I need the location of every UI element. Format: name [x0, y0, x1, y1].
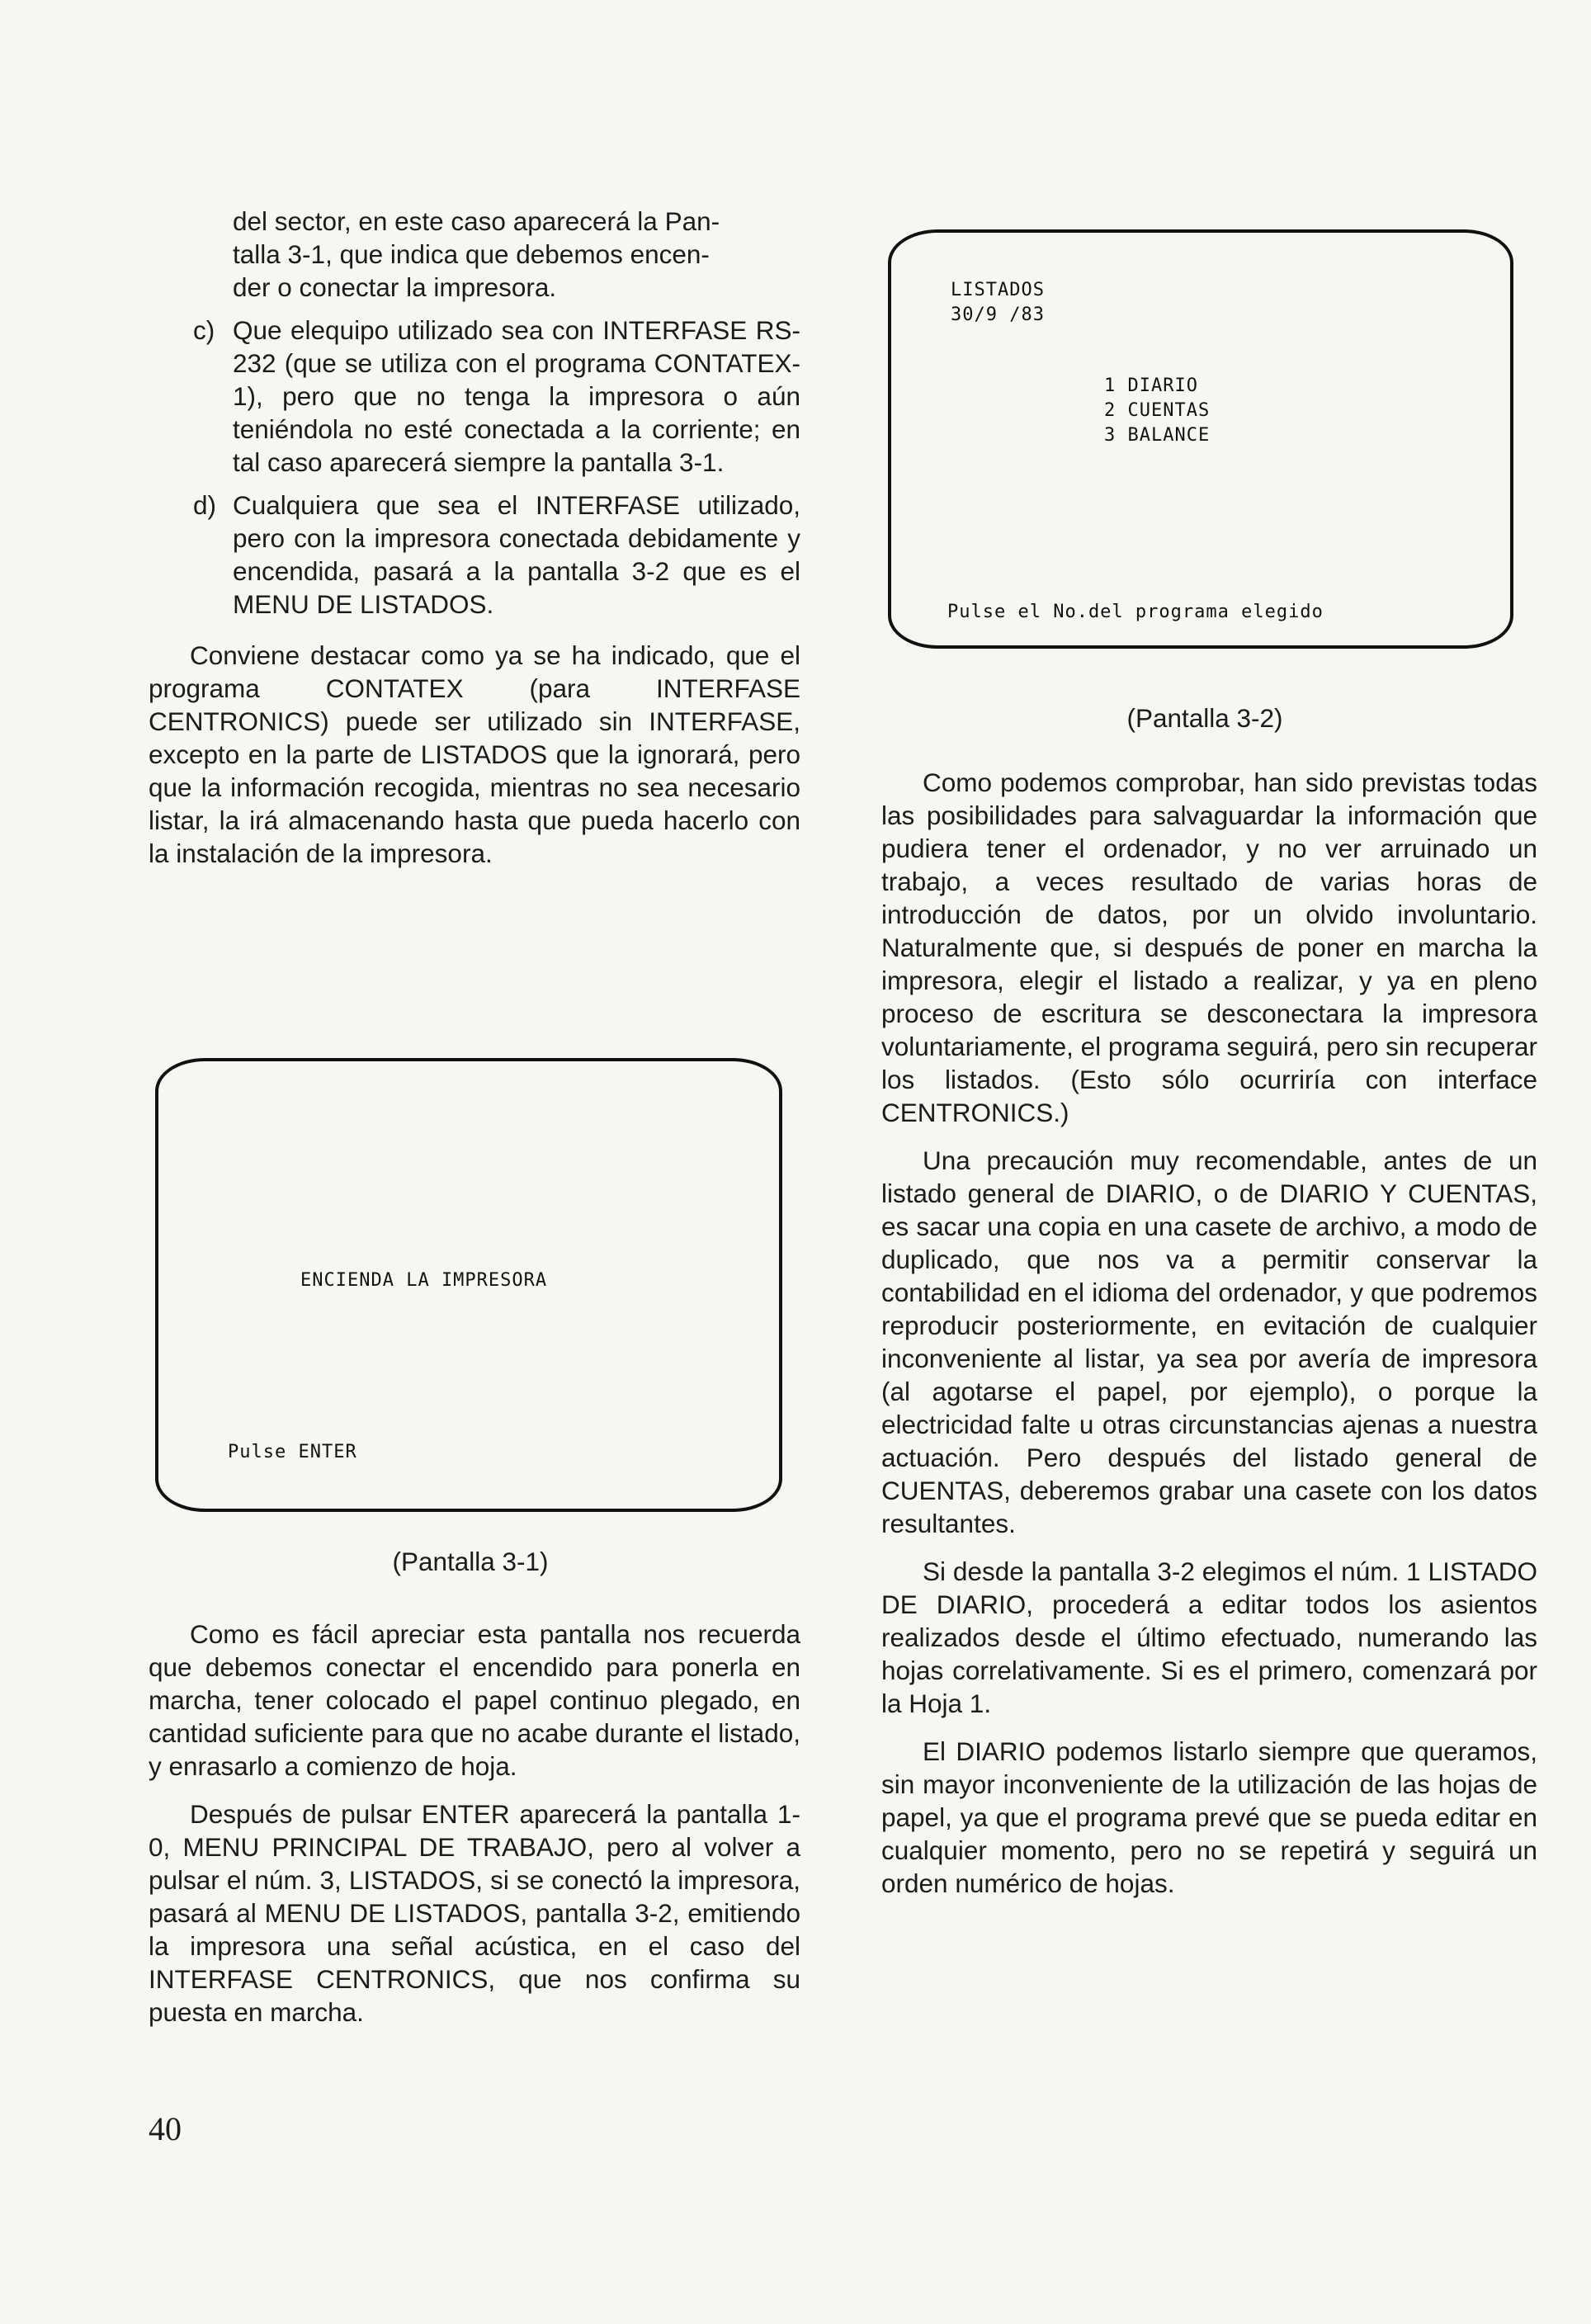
list-item-c	[149, 314, 800, 479]
paragraph: Después de pulsar ENTER aparecerá la pantalla 1-0, MENU PRINCIPAL DE TRABAJO, pero al volver a pulsar el núm. 3, LISTADOS, si se conectó la impresora, pasará al MENU DE LISTADOS, pantalla 3-2, emitiendo la impresora una señal acústica, en el caso del INTERFASE CENTRONICS, que nos confirma su puesta en marcha.	[149, 1799, 800, 2027]
intro-line: del sector, en este caso aparecerá la Pan-	[233, 206, 720, 236]
paragraph: El DIARIO podemos listarlo siempre que queramos, sin mayor inconveniente de la utilización de las hojas de papel, ya que el programa prevé que se pueda editar en cualquier momento, pero no se repetirá y seguirá un orden numérico de hojas.	[881, 1736, 1537, 1898]
list-item-d	[149, 489, 800, 621]
paragraph: Conviene destacar como ya se ha indicado, que el programa CONTATEX (para INTERFASE CENTRONICS) puede ser utilizado sin INTERFASE, excepto en la parte de LISTADOS que la ignorará, pero que la información recogida, mientras no sea necesario listar, la irá almacenando hasta que pueda hacerlo con la instalación de la impresora.	[149, 640, 800, 868]
right-column	[881, 766, 1537, 1911]
left-column-top	[149, 205, 800, 881]
intro-text	[149, 205, 800, 304]
screen-3-2-frame	[888, 229, 1513, 649]
caption-3-1: (Pantalla 3-1)	[392, 1547, 549, 1576]
intro-line: der o conectar la impresora.	[233, 272, 557, 302]
item-text: Que elequipo utilizado sea con INTERFASE RS-232 (que se utiliza con el programa CONTATEX-1), pero que no tenga la impresora o aún teniéndola no esté conectada a la corriente; en tal caso aparecerá siempre la pantalla 3-1.	[233, 315, 800, 477]
screen-text: 1 DIARIO	[1104, 376, 1198, 396]
paragraph: Como podemos comprobar, han sido previstas todas las posibilidades para salvaguardar la información que pudiera tener el ordenador, y no ver arruinado un trabajo, a veces resultado de varias horas de introducción de datos, por un olvido involuntario. Naturalmente que, si después de poner en marcha la impresora, elegir el listado a realizar, y ya en pleno proceso de escritura se desconectara la impresora voluntariamente, el programa seguirá, pero sin recuperar los listados. (Esto sólo ocurriría con interface CENTRONICS.)	[881, 768, 1537, 1127]
screen-text: Pulse el No.del programa elegido	[947, 602, 1324, 622]
screen-text: 3 BALANCE	[1104, 425, 1211, 446]
screen-text: 2 CUENTAS	[1104, 400, 1211, 421]
screen-text: 30/9 /83	[951, 305, 1045, 325]
item-marker: d)	[193, 490, 217, 520]
intro-line: talla 3-1, que indica que debemos encen-	[233, 239, 710, 269]
item-text: Cualquiera que sea el INTERFASE utilizado, pero con la impresora conectada debidamente y encendida, pasará a la pantalla 3-2 que es el MENU DE LISTADOS.	[233, 490, 800, 619]
screen-3-1-frame	[155, 1058, 782, 1512]
page-number: 40	[149, 2110, 182, 2147]
screen-text: LISTADOS	[951, 280, 1045, 300]
paragraph: Si desde la pantalla 3-2 elegimos el núm. 1 LISTADO DE DIARIO, procederá a editar todos los asientos realizados desde el último efectuado, numerando las hojas correlativamente. Si es el primero, comenzará por la Hoja 1.	[881, 1556, 1537, 1718]
screen-text: ENCIENDA LA IMPRESORA	[300, 1270, 548, 1291]
caption-3-2: (Pantalla 3-2)	[1126, 703, 1283, 733]
item-marker: c)	[193, 315, 215, 345]
left-column-bottom	[149, 1618, 800, 2040]
paragraph: Como es fácil apreciar esta pantalla nos recuerda que debemos conectar el encendido para ponerla en marcha, tener colocado el papel continuo plegado, en cantidad suficiente para que no acabe durante el listado, y enrasarlo a comienzo de hoja.	[149, 1619, 800, 1781]
screen-text: Pulse ENTER	[228, 1442, 357, 1462]
paragraph: Una precaución muy recomendable, antes de un listado general de DIARIO, o de DIARIO Y CUENTAS, es sacar una copia en una casete de archivo, a modo de duplicado, que nos va a permitir conservar la contabilidad en el idioma del ordenador, y que podremos reproducir posteriormente, en evitación de cualquier inconveniente al listar, ya sea por avería de impresora (al agotarse el papel, por ejemplo), o porque la electricidad falte u otras circunstancias ajenas a nuestra actuación. Pero después del listado general de CUENTAS, deberemos grabar una casete con los datos resultantes.	[881, 1145, 1537, 1538]
